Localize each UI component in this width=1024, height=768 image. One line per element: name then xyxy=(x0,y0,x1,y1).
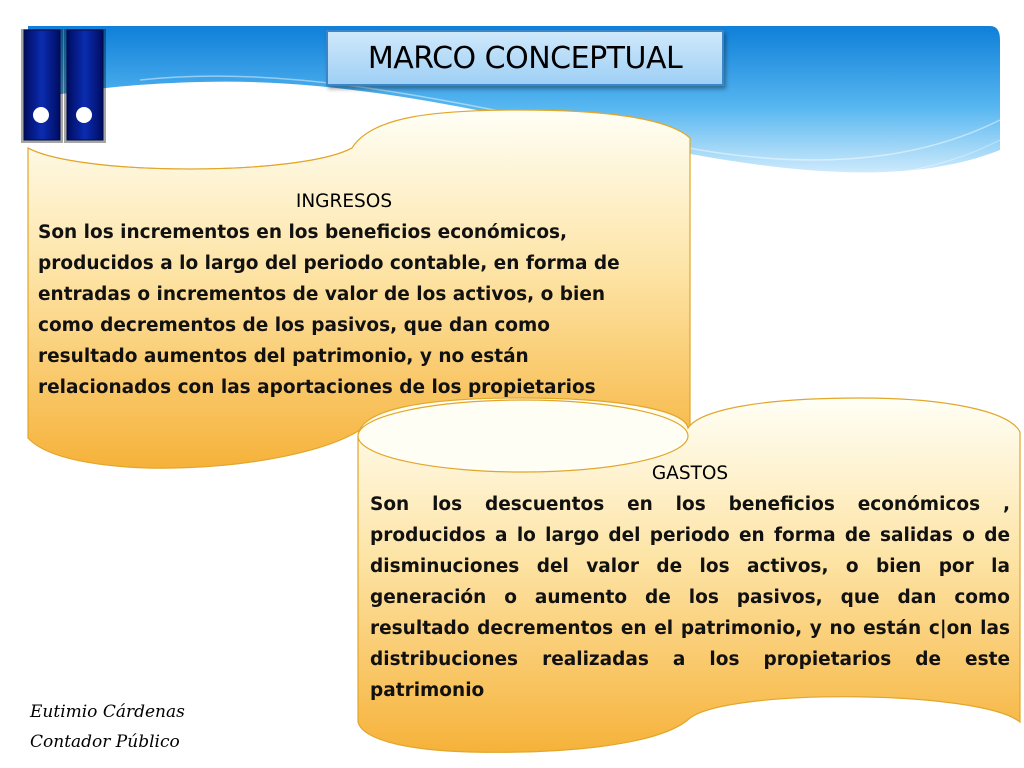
ingresos-text-block xyxy=(38,186,650,403)
ingresos-line: entradas o incrementos de valor de los activos, o bien xyxy=(38,284,606,305)
ingresos-line: producidos a lo largo del periodo contable, en forma de xyxy=(38,253,620,274)
signature-role: Contador Público xyxy=(30,732,180,752)
gastos-body: Son los descuentos en los beneficios económicos , producidos a lo largo del periodo en forma de salidas o de disminuciones del valor de los activos, o bien por la generación o aumento de los pasivos, que dan como resultado decrementos en el patrimonio, y no están c|on las distribuciones realizadas a los propietarios de este patrimonio xyxy=(370,494,1010,701)
ingresos-line: Son los incrementos en los beneficios económicos, xyxy=(38,222,568,243)
ingresos-heading: INGRESOS xyxy=(295,191,393,212)
ingresos-line: resultado aumentos del patrimonio, y no están xyxy=(38,346,529,367)
signature-name: Eutimio Cárdenas xyxy=(30,702,185,722)
gastos-text-block xyxy=(370,458,1010,706)
ingresos-line: como decrementos de los pasivos, que dan como xyxy=(38,315,550,336)
signature xyxy=(30,697,185,757)
slide-title: MARCO CONCEPTUAL xyxy=(367,40,683,76)
ingresos-line: relacionados con las aportaciones de los propietarios xyxy=(38,377,596,398)
title-box xyxy=(326,30,724,86)
gastos-heading: GASTOS xyxy=(651,463,729,484)
